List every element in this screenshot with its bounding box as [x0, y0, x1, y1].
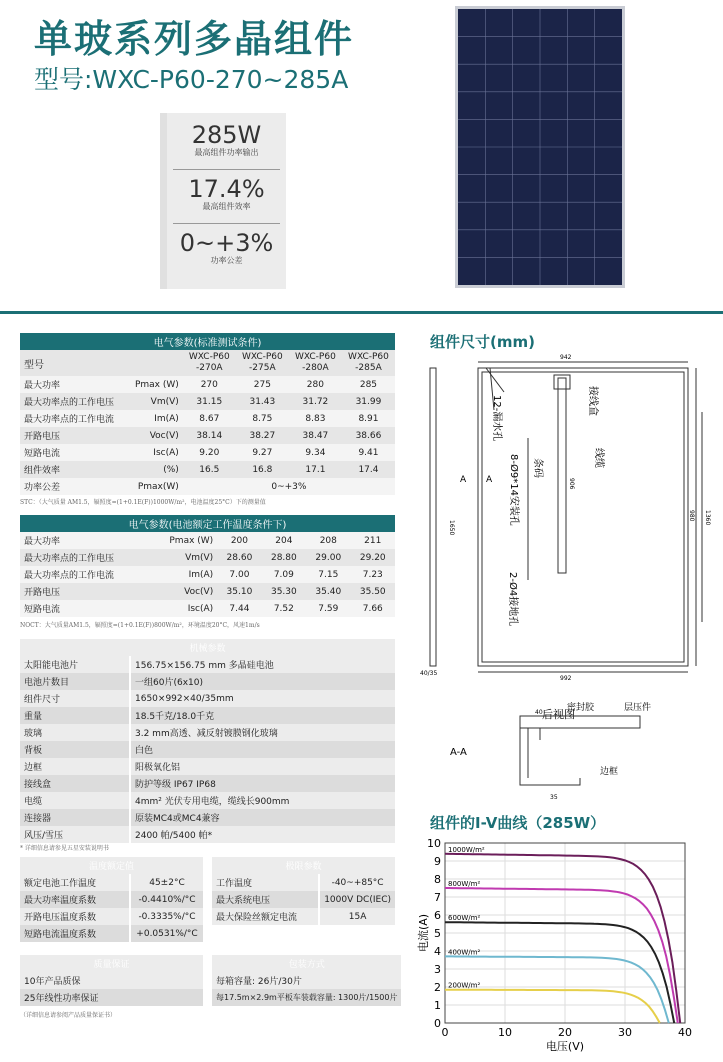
spec-key: 电池片数目 — [20, 673, 130, 690]
temp-table-title: 温度额定值 — [20, 857, 203, 874]
y-tick-label: 1 — [434, 999, 441, 1012]
spec-value: 防护等级 IP67 IP68 — [130, 775, 395, 792]
param-value: 16.5 — [183, 461, 236, 478]
param-value: 8.67 — [183, 410, 236, 427]
stat-label: 最高组件效率 — [202, 202, 251, 211]
table-row — [212, 891, 395, 908]
spec-value: 1650×992×40/35mm — [130, 690, 395, 707]
model-col: WXC-P60 -280A — [289, 350, 342, 376]
y-tick-label: 6 — [434, 909, 441, 922]
spec-value: 156.75×156.75 mm 多晶硅电池 — [130, 656, 395, 673]
y-axis-label: 电流(A) — [417, 913, 430, 953]
stat-value: 285W — [191, 121, 262, 149]
spec-value: -0.3335%/°C — [130, 908, 203, 925]
noct-table-title: 电气参数(电池额定工作温度条件下) — [20, 515, 395, 532]
param-value: 200 — [217, 532, 261, 549]
param-name: 最大功率点的工作电流 — [20, 566, 149, 583]
list-item: 10年产品质保 — [20, 972, 203, 989]
param-value: 35.40 — [306, 583, 350, 600]
param-value: 8.83 — [289, 410, 342, 427]
y-tick-label: 4 — [434, 945, 441, 958]
side-view — [430, 368, 436, 666]
table-row — [20, 549, 395, 566]
x-tick-label: 0 — [441, 1026, 449, 1039]
param-value: 31.99 — [342, 393, 395, 410]
y-tick-label: 9 — [434, 855, 441, 868]
table-row — [20, 826, 395, 843]
laminate-label: 层压件 — [624, 703, 652, 713]
y-tick-label: 10 — [427, 837, 441, 850]
table-row — [20, 758, 395, 775]
table-row — [20, 792, 395, 809]
param-value: 31.15 — [183, 393, 236, 410]
table-row — [20, 376, 395, 393]
param-symbol: Pmax (W) — [126, 376, 182, 393]
spec-value: 一组60片(6x10) — [130, 673, 395, 690]
sealant-label: 密封胶 — [567, 703, 595, 713]
param-value: 8.91 — [342, 410, 395, 427]
param-name: 组件效率 — [20, 461, 126, 478]
param-value: 38.14 — [183, 427, 236, 444]
packing-table — [212, 955, 398, 1006]
spec-key: 风压/雪压 — [20, 826, 130, 843]
param-value: 7.00 — [217, 566, 261, 583]
table-row — [20, 444, 395, 461]
table-row — [20, 600, 395, 617]
y-tick-label: 3 — [434, 963, 441, 976]
param-value: 38.66 — [342, 427, 395, 444]
spec-value: 3.2 mm高透、减反射镀膜钢化玻璃 — [130, 724, 395, 741]
table-row — [20, 775, 395, 792]
spec-key: 电缆 — [20, 792, 130, 809]
model-col: WXC-P60 -270A — [183, 350, 236, 376]
dimension-drawing — [420, 350, 723, 810]
stats-panel — [167, 113, 286, 289]
param-name: 开路电压 — [20, 583, 149, 600]
y-tick-label: 2 — [434, 981, 441, 994]
param-value: 31.72 — [289, 393, 342, 410]
param-value: 7.66 — [351, 600, 395, 617]
param-value: 7.52 — [262, 600, 306, 617]
chart-title: 组件的I-V曲线（285W） — [430, 814, 606, 832]
param-value: 211 — [351, 532, 395, 549]
divider — [173, 223, 280, 224]
series-line — [445, 990, 660, 1023]
spec-value: 阳极氧化铝 — [130, 758, 395, 775]
param-name: 开路电压 — [20, 427, 126, 444]
param-value: 35.30 — [262, 583, 306, 600]
panel-cells — [458, 9, 622, 285]
table-row — [20, 461, 395, 478]
param-name: 最大功率点的工作电流 — [20, 410, 126, 427]
cable — [558, 378, 566, 573]
stat-value: 17.4% — [188, 175, 265, 203]
spec-value: 18.5千克/18.0千克 — [130, 707, 395, 724]
x-tick-label: 10 — [498, 1026, 512, 1039]
list-item: 每箱容量: 26片/30片 — [212, 972, 401, 989]
spec-value: 15A — [319, 908, 395, 925]
spec-key: 工作温度 — [212, 874, 319, 891]
mech-note: * 详细信息请参见五星安装说明书 — [20, 845, 109, 852]
stat-value: 0~+3% — [179, 229, 274, 257]
stat-label: 最高组件功率输出 — [194, 148, 259, 157]
param-symbol: Vm(V) — [149, 549, 217, 566]
spec-value: 1000V DC(IEC) — [319, 891, 395, 908]
series-label: 800W/m² — [448, 880, 481, 888]
param-symbol: Im(A) — [126, 410, 182, 427]
spec-key: 连接器 — [20, 809, 130, 826]
param-symbol: Voc(V) — [126, 427, 182, 444]
a-mark: A — [486, 475, 493, 485]
stc-note: STC：（大气质量 AM1.5，辐照度=(1+0.1E(F))1000W/m²，电池温度25°C）下的测量值 — [20, 499, 266, 506]
temp-table — [20, 857, 203, 942]
mount-label: 8-Ø9*14安装孔 — [508, 454, 519, 526]
back-view-label: 后视图 — [542, 708, 575, 721]
spec-key: 开路电压温度系数 — [20, 908, 130, 925]
iv-chart — [415, 835, 715, 1060]
table-row — [20, 410, 395, 427]
limits-table-title: 极限参数 — [212, 857, 395, 874]
y-tick-label: 8 — [434, 873, 441, 886]
section-detail — [520, 716, 640, 785]
dim-h-mid: 980 — [688, 510, 695, 522]
param-value: 28.80 — [262, 549, 306, 566]
param-value: 28.60 — [217, 549, 261, 566]
x-tick-label: 30 — [618, 1026, 632, 1039]
spec-key: 最大保险丝额定电流 — [212, 908, 319, 925]
param-symbol: Isc(A) — [149, 600, 217, 617]
list-item: 25年线性功率保证 — [20, 989, 203, 1006]
table-row — [20, 724, 395, 741]
series-label: 1000W/m² — [448, 845, 485, 854]
cable-label: 线缆 — [593, 448, 604, 468]
table-row — [20, 566, 395, 583]
page-title: 单玻系列多晶组件 — [34, 17, 355, 61]
section-divider — [0, 311, 723, 314]
param-value: 204 — [262, 532, 306, 549]
param-value: 9.27 — [236, 444, 289, 461]
spec-key: 边框 — [20, 758, 130, 775]
model-col: WXC-P60 -285A — [342, 350, 395, 376]
solar-panel-image — [455, 6, 625, 288]
spec-value: 白色 — [130, 741, 395, 758]
warranty-table-title: 质量保证 — [20, 955, 203, 972]
noct-note: NOCT：大气质量AM1.5，辐照度=(1+0.1E(F))800W/m²，环境温度20°C，风速1m/s — [20, 622, 260, 629]
spec-key: 短路电流温度系数 — [20, 925, 130, 942]
param-value: 29.00 — [306, 549, 350, 566]
param-name: 最大功率 — [20, 532, 149, 549]
dim-w-top: 942 — [560, 354, 572, 361]
spec-value: 45±2°C — [130, 874, 203, 891]
spec-key: 额定电池工作温度 — [20, 874, 130, 891]
model-col: WXC-P60 -275A — [236, 350, 289, 376]
table-row — [20, 656, 395, 673]
param-value: 8.75 — [236, 410, 289, 427]
param-symbol: Pmax(W) — [126, 478, 182, 495]
spec-value: -40~+85°C — [319, 874, 395, 891]
param-value: 270 — [183, 376, 236, 393]
frame-label: 边框 — [600, 767, 619, 777]
param-symbol: Voc(V) — [149, 583, 217, 600]
dim-w-bottom: 992 — [560, 675, 572, 682]
spec-value: -0.4410%/°C — [130, 891, 203, 908]
series-label: 600W/m² — [448, 914, 481, 923]
table-row — [20, 891, 203, 908]
spec-value: +0.0531%/°C — [130, 925, 203, 942]
param-value: 35.10 — [217, 583, 261, 600]
param-name: 短路电流 — [20, 600, 149, 617]
dim-h-small: 906 — [568, 478, 575, 490]
param-name: 最大功率点的工作电压 — [20, 393, 126, 410]
x-tick-label: 40 — [678, 1026, 692, 1039]
param-value: 29.20 — [351, 549, 395, 566]
table-row — [20, 690, 395, 707]
spec-key: 重量 — [20, 707, 130, 724]
barcode-label: 条码 — [532, 458, 543, 478]
table-row — [20, 393, 395, 410]
param-symbol: Vm(V) — [126, 393, 182, 410]
param-name: 短路电流 — [20, 444, 126, 461]
spec-key: 背板 — [20, 741, 130, 758]
x-tick-label: 20 — [558, 1026, 572, 1039]
param-value: 38.27 — [236, 427, 289, 444]
series-line — [445, 922, 674, 1023]
param-value: 0~+3% — [183, 478, 395, 495]
spec-value: 4mm² 光伏专用电缆，缆线长900mm — [130, 792, 395, 809]
table-row — [20, 532, 395, 549]
param-value: 16.8 — [236, 461, 289, 478]
stat-accent — [160, 113, 167, 289]
spec-key: 玻璃 — [20, 724, 130, 741]
table-row — [212, 908, 395, 925]
table-row — [20, 874, 203, 891]
section-aa-label: A-A — [450, 747, 467, 758]
a-mark: A — [460, 475, 467, 485]
param-value: 7.23 — [351, 566, 395, 583]
spec-key: 接线盒 — [20, 775, 130, 792]
spec-key: 太阳能电池片 — [20, 656, 130, 673]
spec-key: 最大系统电压 — [212, 891, 319, 908]
divider — [173, 169, 280, 170]
table-row — [20, 673, 395, 690]
dim-frame: 40/35 — [420, 670, 438, 677]
param-value: 280 — [289, 376, 342, 393]
dims-title: 组件尺寸(mm) — [430, 333, 535, 351]
param-symbol: (%) — [126, 461, 182, 478]
param-value: 7.59 — [306, 600, 350, 617]
stat-tolerance — [167, 229, 286, 266]
dim-d2: 35 — [550, 794, 558, 801]
param-name: 最大功率点的工作电压 — [20, 549, 149, 566]
model-label: 型号 — [20, 350, 183, 376]
param-value: 285 — [342, 376, 395, 393]
table-row — [212, 874, 395, 891]
y-tick-label: 0 — [434, 1017, 441, 1030]
table-row — [20, 427, 395, 444]
drain-label: 12-漏水孔 — [491, 395, 502, 442]
list-item: 每17.5m×2.9m平板车装载容量: 1300片/1500片 — [212, 989, 401, 1006]
param-value: 9.20 — [183, 444, 236, 461]
jbox — [554, 375, 570, 389]
param-value: 208 — [306, 532, 350, 549]
param-value: 9.41 — [342, 444, 395, 461]
param-value: 7.09 — [262, 566, 306, 583]
param-value: 17.4 — [342, 461, 395, 478]
param-name: 功率公差 — [20, 478, 126, 495]
stat-label: 功率公差 — [210, 256, 243, 265]
param-symbol: Im(A) — [149, 566, 217, 583]
spec-key: 最大功率温度系数 — [20, 891, 130, 908]
param-symbol: Pmax (W) — [149, 532, 217, 549]
param-symbol: Isc(A) — [126, 444, 182, 461]
dim-h-right: 1360 — [704, 510, 711, 526]
table-row — [20, 707, 395, 724]
warranty-table — [20, 955, 203, 1006]
noct-table — [20, 515, 395, 617]
x-axis-label: 电压(V) — [545, 1040, 585, 1053]
param-value: 7.44 — [217, 600, 261, 617]
model-number: 型号:WXC-P60-270~285A — [34, 65, 349, 94]
spec-value: 2400 帕/5400 帕* — [130, 826, 395, 843]
param-value: 7.15 — [306, 566, 350, 583]
param-value: 275 — [236, 376, 289, 393]
param-value: 35.50 — [351, 583, 395, 600]
mech-table-title: 机械参数 — [20, 639, 395, 656]
stc-table-title: 电气参数(标准测试条件) — [20, 333, 395, 350]
table-row — [20, 925, 203, 942]
series-label: 200W/m² — [448, 981, 481, 990]
dim-d1: 40 — [535, 709, 543, 716]
dim-h-left: 1650 — [448, 520, 455, 536]
table-row — [20, 741, 395, 758]
ground-label: 2-Ø4接地孔 — [507, 572, 518, 627]
table-row — [20, 583, 395, 600]
param-value: 9.34 — [289, 444, 342, 461]
param-name: 最大功率 — [20, 376, 126, 393]
param-value: 17.1 — [289, 461, 342, 478]
series-label: 400W/m² — [448, 948, 481, 957]
warranty-note: （详细信息请参阅产品质量保证书） — [20, 1012, 117, 1019]
table-row — [20, 809, 395, 826]
spec-key: 组件尺寸 — [20, 690, 130, 707]
stat-efficiency — [167, 175, 286, 212]
limits-table — [212, 857, 395, 925]
param-value: 31.43 — [236, 393, 289, 410]
table-row — [20, 908, 203, 925]
param-value: 38.47 — [289, 427, 342, 444]
stc-table — [20, 333, 395, 495]
jbox-label: 接线盒 — [587, 386, 598, 416]
y-tick-label: 5 — [434, 927, 441, 940]
y-tick-label: 7 — [434, 891, 441, 904]
stat-power — [167, 121, 286, 158]
spec-value: 原装MC4或MC4兼容 — [130, 809, 395, 826]
packing-table-title: 包装方式 — [212, 955, 401, 972]
mech-table — [20, 639, 395, 843]
